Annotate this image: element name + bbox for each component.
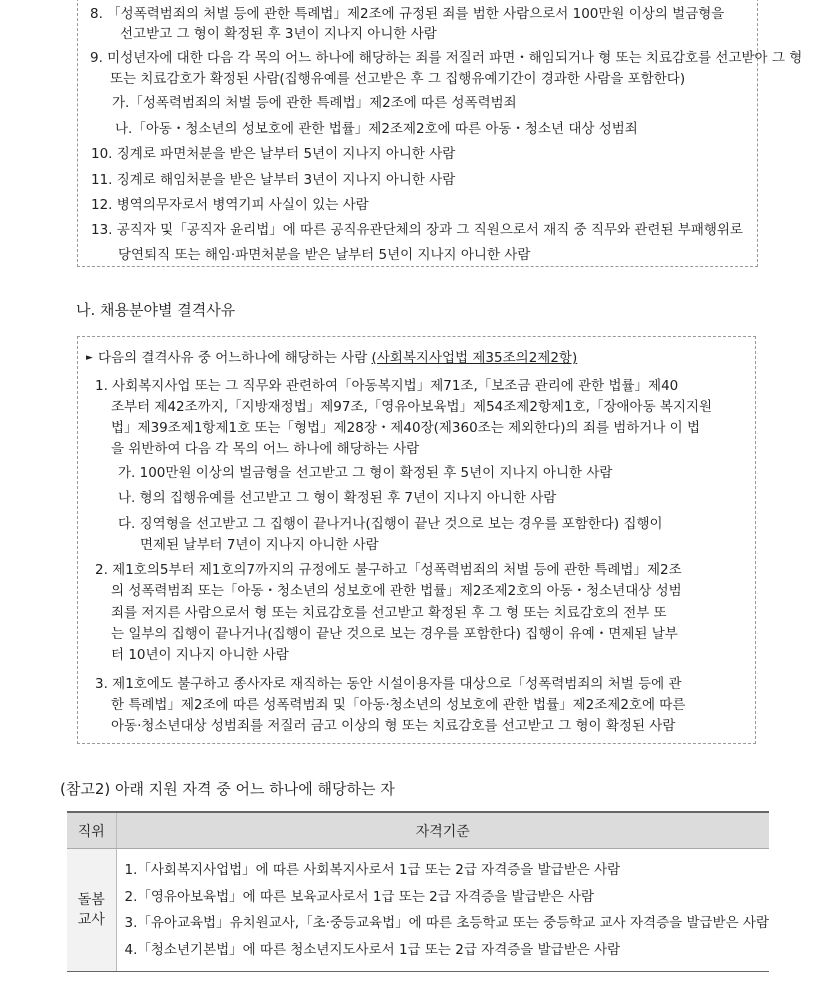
table-row (67, 849, 769, 972)
box1-line: 8. 「성폭력범죄의 처벌 등에 관한 특례법」제2조에 규정된 죄를 범한 사람으로서 100만원 이상의 벌금형을 (90, 6, 725, 22)
criteria-item: 3.「유아교육법」유치원교사,「초·중등교육법」에 따른 초등학교 또는 중등학교 교사 자격증을 발급받은 사람 (124, 915, 769, 931)
box2-line: 나. 형의 집행유예를 선고받고 그 형이 확정된 후 7년이 지나지 아니한 사람 (118, 490, 557, 506)
box1-line: 당연퇴직 또는 해임·파면처분을 받은 날부터 5년이 지나지 아니한 사람 (118, 247, 531, 263)
box1-line: 9. 미성년자에 대한 다음 각 목의 어느 하나에 해당하는 죄를 저질러 파면・해임되거나 형 또는 치료감호를 선고받아 그 형 (90, 50, 803, 66)
box2-line: 터 10년이 지나지 아니한 사람 (111, 647, 289, 663)
box2-line: 1. 사회복지사업 또는 그 직무와 관련하여「아동복지법」제71조,「보조금 관리에 관한 법률」제40 (95, 378, 679, 394)
box2-line: 는 일부의 집행이 끝나거나(집행이 끝난 것으로 보는 경우를 포함한다) 집행이 유예・면제된 날부 (111, 626, 678, 642)
triangle-bullet-icon: ► (86, 353, 93, 363)
box1-line: 12. 병역의무자로서 병역기피 사실이 있는 사람 (91, 197, 369, 213)
qualification-table (67, 811, 769, 972)
box1-line: 13. 공직자 및「공직자 윤리법」에 따른 공직유관단체의 장과 그 직원으로서 재직 중 직무와 관련된 부패행위로 (91, 222, 743, 238)
criteria-item: 1.「사회복지사업법」에 따른 사회복지사로서 1급 또는 2급 자격증을 발급받은 사람 (124, 862, 621, 878)
box2-line: 법」제39조제1항제1호 또는「형법」제28장・제40장(제360조는 제외한다)의 죄를 범하거나 이 법 (111, 420, 701, 436)
criteria-item: 2.「영유아보육법」에 따른 보육교사로서 1급 또는 2급 자격증을 발급받은 사람 (124, 888, 595, 905)
box1-line: 선고받고 그 형이 확정된 후 3년이 지나지 아니한 사람 (120, 26, 437, 42)
box1-line: 11. 징계로 해임처분을 받은 날부터 3년이 지나지 아니한 사람 (91, 172, 456, 188)
role-cell (67, 849, 116, 972)
box2-line: 가. 100만원 이상의 벌금형을 선고받고 그 형이 확정된 후 5년이 지나지 아니한 사람 (118, 465, 613, 481)
box2-line: 면제된 날부터 7년이 지나지 아니한 사람 (140, 537, 379, 553)
header-criteria: 자격기준 (116, 812, 769, 849)
box2-line: 을 위반하여 다음 각 목의 어느 하나에 해당하는 사람 (111, 441, 420, 457)
box2-line: 의 성폭력범죄 또는「아동・청소년의 성보호에 관한 법률」제2조제2호의 아동・청소년대상 성범 (111, 583, 682, 599)
header-position: 직위 (67, 812, 116, 849)
box2-line: 한 특례법」제2조에 따른 성폭력범죄 및「아동·청소년의 성보호에 관한 법률」제2조제2호에 따른 (111, 697, 686, 713)
box2-intro (98, 348, 577, 368)
table-header-row (67, 812, 769, 849)
box2-intro-text: 다음의 결격사유 중 어느하나에 해당하는 사람 (98, 350, 368, 366)
box1-line: 10. 징계로 파면처분을 받은 날부터 5년이 지나지 아니한 사람 (91, 146, 456, 162)
role-label: 돌봄 교사 (77, 892, 105, 928)
box2-line: 조부터 제42조까지,「지방재정법」제97조,「영유아보육법」제54조제2항제1호,「장애아동 복지지원 (111, 399, 713, 415)
box1-line: 나.「아동・청소년의 성보호에 관한 법률」제2조제2호에 따른 아동・청소년 대상 성범죄 (115, 121, 638, 137)
section-title: 나. 채용분야별 결격사유 (76, 301, 236, 319)
box2-line: 죄를 저지른 사람으로서 형 또는 치료감호를 선고받고 확정된 후 그 형 또는 치료감호의 전부 또 (111, 605, 667, 621)
box2-line: 다. 징역형을 선고받고 그 집행이 끝나거나(집행이 끝난 것으로 보는 경우를 포함한다) 집행이 (118, 516, 663, 532)
box2-line: 아동·청소년대상 성범죄를 저질러 금고 이상의 형 또는 치료감호를 선고받고 그 형이 확정된 사람 (111, 718, 676, 734)
box1-line: 또는 치료감호가 확정된 사람(집행유예를 선고받은 후 그 집행유예기간이 경과한 사람을 포함한다) (110, 71, 686, 87)
box2-line: 2. 제1호의5부터 제1호의7까지의 규정에도 불구하고「성폭력범죄의 처벌 등에 관한 특례법」제2조 (95, 562, 682, 578)
reference-title: (참고2) 아래 지원 자격 중 어느 하나에 해당하는 자 (60, 780, 395, 798)
box2-line: 3. 제1호에도 불구하고 종사자로 재직하는 동안 시설이용자를 대상으로「성폭력범죄의 처벌 등에 관 (95, 676, 682, 692)
box1-line: 가.「성폭력범죄의 처벌 등에 관한 특례법」제2조에 따른 성폭력범죄 (112, 95, 517, 111)
box2-intro-reference: (사회복지사업법 제35조의2제2항) (371, 350, 578, 366)
criteria-item: 4.「청소년기본법」에 따른 청소년지도사로서 1급 또는 2급 자격증을 발급받은 사람 (124, 941, 621, 958)
criteria-cell (116, 849, 769, 972)
